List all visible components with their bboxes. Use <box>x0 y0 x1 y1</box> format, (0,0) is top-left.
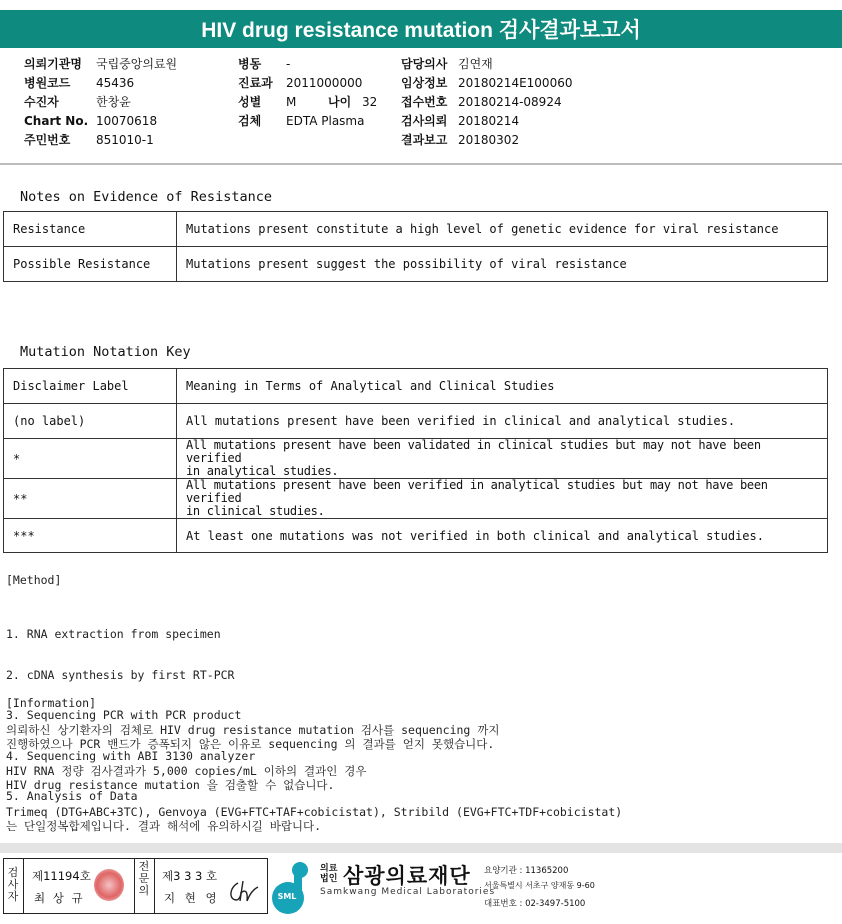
institution-code: 요양기관 : 11365200 <box>484 866 569 876</box>
header-row: 병원코드 45436 <box>24 76 135 90</box>
notation-heading: Mutation Notation Key <box>20 344 191 360</box>
org-name: 삼광의료재단 <box>343 864 471 888</box>
header-column-3 <box>401 55 572 150</box>
method-heading: [Method] <box>6 573 62 587</box>
table-cell: ** <box>4 479 177 519</box>
header-row: 진료과 2011000000 <box>238 76 363 90</box>
table-row <box>4 404 828 439</box>
divider <box>23 859 24 913</box>
signature-icon <box>226 879 260 905</box>
header-row: Chart No. 10070618 <box>24 114 158 128</box>
list-item: 3. Sequencing PCR with PCR product <box>6 708 242 722</box>
evidence-heading: Notes on Evidence of Resistance <box>20 189 272 205</box>
list-item: 2. cDNA synthesis by first RT-PCR <box>6 667 235 682</box>
specialist-license-number: 제3 3 3 호 <box>162 869 218 883</box>
table-cell: Mutations present suggest the possibility of viral resistance <box>177 247 828 282</box>
information-heading: [Information] <box>6 696 97 710</box>
table-cell: Mutations present constitute a high level of genetic evidence for viral resistance <box>177 212 828 247</box>
address: 서울특별시 서초구 양재동 9-60 <box>484 881 595 890</box>
age-value: 32 <box>362 95 378 109</box>
table-row <box>4 439 828 479</box>
table-cell: (no label) <box>4 404 177 439</box>
age-label: 나이 <box>328 95 352 109</box>
table-row <box>4 519 828 553</box>
report-title: HIV drug resistance mutation 검사결과보고서 <box>0 10 842 48</box>
table-cell: Resistance <box>4 212 177 247</box>
table-row <box>4 479 828 519</box>
specialist-label: 전 문 의 <box>138 860 150 897</box>
examiner-license-number: 제11194호 <box>32 869 91 883</box>
information-paragraph-1: 의뢰하신 상기환자의 검체로 HIV drug resistance mutation 검사를 sequencing 까지 진행하였으나 PCR 밴드가 증폭되지 않은 이유로 sequencing 의 결과를 얻지 못했습니다. <box>6 723 500 751</box>
org-english-name: Samkwang Medical Laboratories <box>320 887 496 897</box>
list-item: 1. RNA extraction from specimen <box>6 627 221 641</box>
specialist-name: 지 현 영 <box>164 891 220 905</box>
divider <box>134 859 135 913</box>
table-cell: All mutations present have been verified in clinical and analytical studies. <box>177 404 828 439</box>
header-row: 임상정보 20180214E100060 <box>401 76 573 90</box>
header-row: 담당의사 김연재 <box>401 57 493 71</box>
notation-table <box>3 368 828 553</box>
header-row: 주민번호 851010-1 <box>24 133 154 147</box>
header-row: 의뢰기관명 국립중앙의료원 <box>24 57 178 71</box>
evidence-table <box>3 211 828 282</box>
header-row: 수진자 한창윤 <box>24 95 131 109</box>
header-row: 결과보고 20180302 <box>401 133 520 147</box>
header-row: 접수번호 20180214-08924 <box>401 95 562 109</box>
header-column-2 <box>238 55 377 131</box>
table-cell: All mutations present have been validated in clinical studies but may not have been verified in analytical studies. <box>177 439 828 479</box>
header-row: 병동 - <box>238 57 291 71</box>
seal-stamp-icon <box>94 869 124 901</box>
table-cell: All mutations present have been verified in analytical studies but may not have been verified in clinical studies. <box>177 479 828 519</box>
table-cell: Disclaimer Label <box>4 369 177 404</box>
footer <box>0 852 842 924</box>
table-row <box>4 247 828 282</box>
table-cell: Possible Resistance <box>4 247 177 282</box>
table-cell: At least one mutations was not verified in both clinical and analytical studies. <box>177 519 828 553</box>
header-divider <box>0 163 842 165</box>
table-row <box>4 212 828 247</box>
list-item: 5. Analysis of Data <box>6 789 138 803</box>
divider <box>154 859 155 913</box>
header-row: 검체 EDTA Plasma <box>238 114 365 128</box>
sml-logo-icon <box>270 860 318 916</box>
examiner-name: 최 상 규 <box>34 891 85 905</box>
logo-text: SML <box>277 892 297 901</box>
examiner-label: 검 사 자 <box>7 866 19 903</box>
table-cell: Meaning in Terms of Analytical and Clinical Studies <box>177 369 828 404</box>
org-type: 의료법인 <box>320 864 338 884</box>
header-row: 검사의뢰 20180214 <box>401 114 520 128</box>
phone-number: 대표번호 : 02-3497-5100 <box>484 899 586 909</box>
list-item: 4. Sequencing with ABI 3130 analyzer <box>6 748 256 763</box>
table-row <box>4 369 828 404</box>
information-paragraph-3: Trimeq (DTG+ABC+3TC), Genvoya (EVG+FTC+TAF+cobicistat), Stribild (EVG+FTC+TDF+cobicistat) 는 단일정복합제입니다. 결과 해석에 유의하시길 바랍니다. <box>6 805 623 833</box>
table-cell: * <box>4 439 177 479</box>
table-cell: *** <box>4 519 177 553</box>
header-column-1 <box>24 55 177 150</box>
information-paragraph-2: HIV RNA 정량 검사결과가 5,000 copies/mL 이하의 결과인 경우 HIV drug resistance mutation 을 검출할 수 없습니다. <box>6 764 367 792</box>
signature-box <box>3 858 268 914</box>
header-row: 성별 M 나이 32 <box>238 93 377 112</box>
